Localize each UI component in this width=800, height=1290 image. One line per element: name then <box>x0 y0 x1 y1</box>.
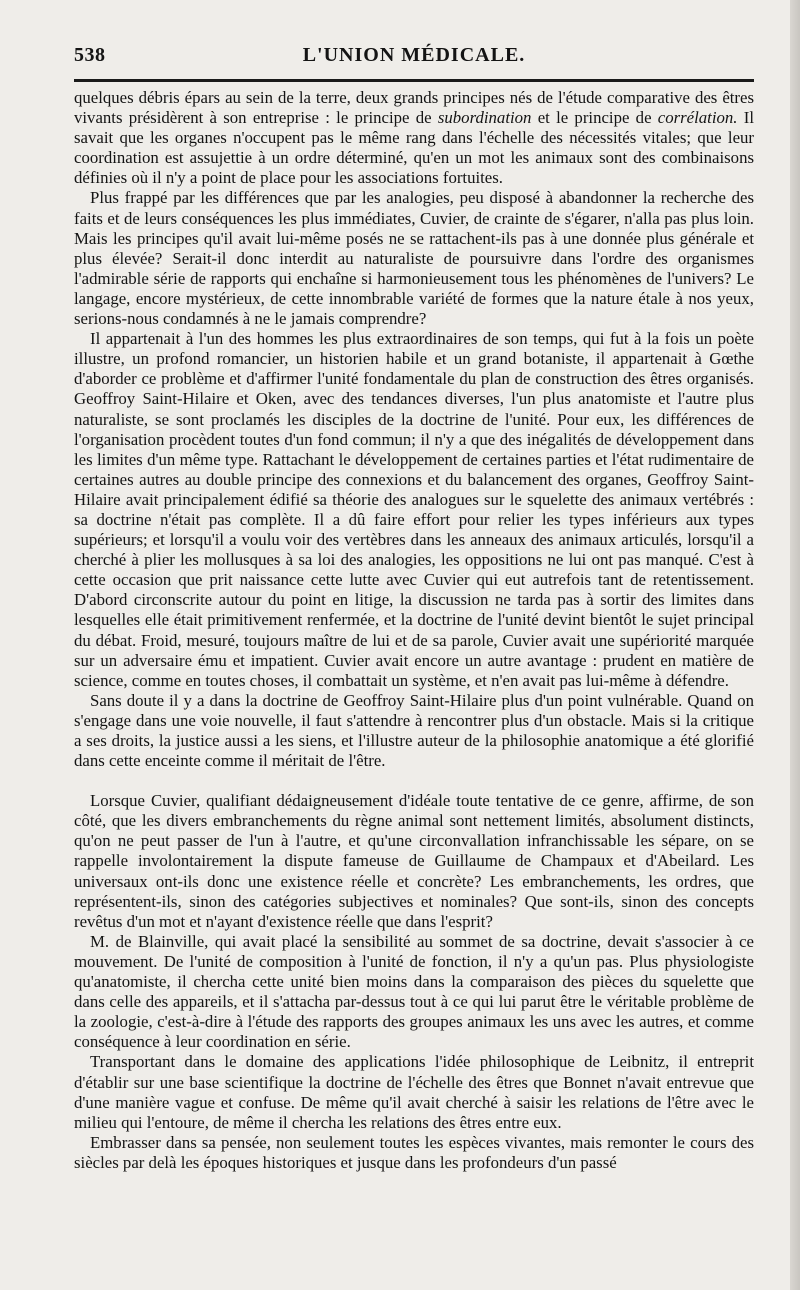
paragraph-p1 <box>74 88 754 188</box>
italic-term: corrélation. <box>657 108 738 128</box>
paragraph-p5 <box>74 791 754 932</box>
text-run: Lorsque Cuvier, qualifiant dédaigneusement d'idéale toute tentative de ce genre, affirme, de son côté, que les divers embranchements du règne animal sont nettement limités, absolument distincts, qu'on ne peut passer de l'un à l'autre, et qu'une circonvallation infranchissable les sépare, on se rappelle involontairement la dispute fameuse de Guillaume de Champaux et d'Abeilard. Les universaux ont-ils donc une existence réelle et concrète? Les embranchements, les ordres, que représentent-ils, sinon des catégories subjectives et nominales? Que sont-ils, sinon des concepts revêtus d'un mot et n'ayant d'existence réelle que dans l'esprit? <box>74 791 754 931</box>
paragraph-p3 <box>74 329 754 691</box>
text-run: Transportant dans le domaine des applications l'idée philosophique de Leibnitz, il entreprit d'établir sur une base scientifique la doctrine de l'échelle des êtres que Bonnet n'avait entrevue que d'une manière vague et confuse. De même qu'il avait cherché à saisir les relations de l'être avec le milieu qui l'entoure, de même il chercha les relations des êtres entre eux. <box>74 1052 754 1132</box>
text-run: et le principe de <box>531 108 658 128</box>
header-rule <box>74 79 754 82</box>
text-run: Plus frappé par les différences que par les analogies, peu disposé à abandonner la recherche des faits et de leurs conséquences les plus immédiates, Cuvier, de crainte de s'égarer, n'alla pas plus loin. Mais les principes qu'il avait lui-même posés ne se rattachent-ils pas à une donnée plus générale et plus élevée? Serait-il donc interdit au naturaliste de poursuivre dans l'ordre des organismes l'admirable série de rapports qui enchaîne si harmonieusement tous les phénomènes de l'univers? Le langage, encore mystérieux, de cette innombrable variété de formes que la nature étale à nos yeux, serions-nous condamnés à ne le jamais comprendre? <box>74 188 754 329</box>
journal-title: L'UNION MÉDICALE. <box>302 44 526 66</box>
text-run: Il savait que les organes n'occupent pas le même rang dans l'échelle des nécessités vitales; que leur coordination est assujettie à un ordre déterminé, qu'en un mot les animaux sont des combinaisons définies où il n'y a point de place pour les associations fortuites. <box>74 108 754 188</box>
paragraph-p8 <box>74 1133 754 1173</box>
text-run: M. de Blainville, qui avait placé la sensibilité au sommet de sa doctrine, devait s'associer à ce mouvement. De l'unité de composition à l'unité de fonction, il n'y a qu'un pas. Plus physiologiste qu'anatomiste, il chercha cette unité bien moins dans la comparaison des pièces du squelette que dans celle des appareils, et il s'attacha par-dessus tout à ce qui lui parut être le véritable problème de la zoologie, c'est-à-dire à l'étude des rapports des groupes animaux les uns avec les autres, et comme conséquence à leur coordination en série. <box>74 931 754 1052</box>
paragraph-spacer <box>74 771 754 791</box>
article-body <box>74 88 754 1173</box>
paragraph-p6 <box>74 932 754 1053</box>
text-run: Il appartenait à l'un des hommes les plus extraordinaires de son temps, qui fut à la fois un poète illustre, un profond romancier, un historien habile et un grand botaniste, il appartenait à Gœthe d'aborder ce problème et d'affirmer l'unité fondamentale du plan de construction des êtres organisés. Geoffroy Saint-Hilaire et Oken, avec des tendances diverses, l'un plus anatomiste et l'autre plus naturaliste, se sont proclamés les disciples de la doctrine de l'unité. Pour eux, les différences de l'organisation procèdent toutes d'un fond commun; il n'y a que des inégalités de développement dans les limites d'un même type. Rattachant le développement de certaines parties et l'état rudimentaire de certaines autres au double principe des connexions et du balancement des organes, Geoffroy Saint-Hilaire avait principalement édifié sa théorie des analogues sur le squelette des animaux vertébrés : sa doctrine n'était pas complète. Il a dû faire effort pour relier les types inférieurs aux types supérieurs; et lorsqu'il a voulu voir des vertèbres dans les anneaux des animaux articulés, lorsqu'il a cherché à plier les mollusques à sa loi des analogies, les oppositions ne lui ont pas manqué. C'est à cette occasion que prit naissance cette lutte avec Cuvier qui eut autrefois tant de retentissement. D'abord circonscrite autour du point en litige, la discussion ne tarda pas à sortir des limites dans lesquelles elle était primitivement renfermée, et la doctrine de l'unité devint bientôt le sujet principal du débat. Froid, mesuré, toujours maître de lui et de sa parole, Cuvier avait une supériorité marquée sur un adversaire ému et impatient. Cuvier avait encore un autre avantage : prudent en matière de science, comme en toutes choses, il combattait un système, et n'en avait pas lui-même à défendre. <box>74 329 754 690</box>
running-header <box>74 44 754 74</box>
text-run: quelques débris épars au sein de la terre, deux grands principes nés de l'étude comparative des êtres vivants présidèrent à son entreprise : le principe de <box>74 88 754 128</box>
text-run: Embrasser dans sa pensée, non seulement toutes les espèces vivantes, mais remonter le cours des siècles par delà les époques historiques et jusque dans les profondeurs d'un passé <box>74 1132 754 1172</box>
paragraph-p4 <box>74 691 754 771</box>
italic-term: subordination <box>437 108 532 128</box>
page-number: 538 <box>74 44 106 66</box>
paragraph-p2 <box>74 188 754 329</box>
text-run: Sans doute il y a dans la doctrine de Geoffroy Saint-Hilaire plus d'un point vulnérable. Quand on s'engage dans une voie nouvelle, il faut s'attendre à rencontrer plus d'un obstacle. Mais si la critique a ses droits, la justice aussi a les siens, et l'illustre auteur de la philosophie anatomique a été glorifié dans cette enceinte comme il méritait de l'être. <box>74 690 754 771</box>
paragraph-p7 <box>74 1052 754 1132</box>
page-edge-shadow <box>790 0 800 1290</box>
